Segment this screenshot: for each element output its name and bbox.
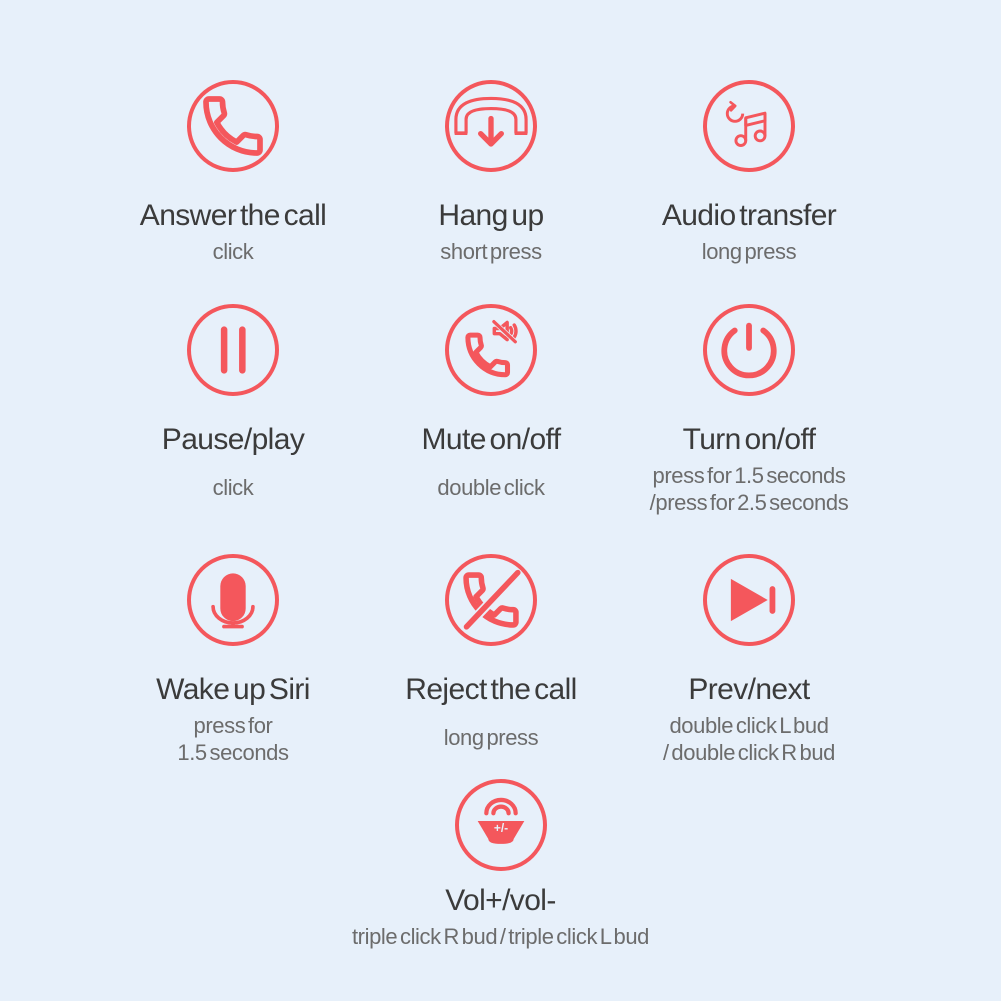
phone-mute-speaker-icon xyxy=(458,317,524,383)
skip-next-icon xyxy=(720,571,778,629)
cell-subtitle-line2: 1.5 seconds xyxy=(177,740,289,765)
cell-subtitle: triple click R bud / triple click L bud xyxy=(351,924,650,949)
cell-subtitle: double click L bud xyxy=(669,713,829,738)
volume-plus-minus-icon xyxy=(469,793,533,857)
volume-plus-minus-label: +/- xyxy=(493,820,508,835)
pause-play-circle xyxy=(187,304,279,396)
cell-title: Prev/next xyxy=(688,673,810,706)
cell-volume xyxy=(241,779,761,950)
cell-title: Pause/play xyxy=(161,423,305,456)
cell-pause-play xyxy=(104,304,362,516)
cell-subtitle: press for 1.5 seconds xyxy=(652,463,846,488)
row-1 xyxy=(104,80,878,265)
cell-subtitle: long press xyxy=(443,725,539,750)
cell-hang-up xyxy=(362,80,620,265)
cell-title: Mute on/off xyxy=(421,423,561,456)
phone-slash-icon xyxy=(456,565,526,635)
cell-title: Reject the call xyxy=(405,673,577,706)
cell-power xyxy=(620,304,878,516)
cell-title: Hang up xyxy=(438,199,544,232)
cell-subtitle: click xyxy=(212,475,254,500)
pause-bars-icon xyxy=(206,323,260,377)
row-3 xyxy=(104,554,878,766)
muted-speaker-glyph xyxy=(494,322,516,342)
mute-circle xyxy=(445,304,537,396)
cell-title: Turn on/off xyxy=(682,423,816,456)
row-4 xyxy=(0,779,1001,950)
cell-subtitle: click xyxy=(212,239,254,264)
cell-prev-next xyxy=(620,554,878,766)
cell-mute xyxy=(362,304,620,516)
wake-siri-circle xyxy=(187,554,279,646)
cell-wake-siri xyxy=(104,554,362,766)
audio-transfer-circle xyxy=(703,80,795,172)
power-symbol-icon xyxy=(720,321,778,379)
phone-handset-icon xyxy=(197,90,269,162)
volume-circle xyxy=(455,779,547,871)
cell-subtitle: long press xyxy=(701,239,797,264)
cell-subtitle: short press xyxy=(440,239,542,264)
answer-call-circle xyxy=(187,80,279,172)
cell-answer-call xyxy=(104,80,362,265)
cell-subtitle-line2: / double click R bud xyxy=(663,740,835,765)
hang-up-circle xyxy=(445,80,537,172)
cell-title: Audio transfer xyxy=(661,199,837,232)
cell-subtitle-line2: /press for 2.5 seconds xyxy=(649,490,849,515)
hangup-handset-arrow-icon xyxy=(451,86,531,166)
cell-title: Wake up Siri xyxy=(156,673,310,706)
prev-next-circle xyxy=(703,554,795,646)
cell-subtitle: press for xyxy=(193,713,273,738)
power-circle xyxy=(703,304,795,396)
row-2 xyxy=(104,304,878,516)
music-note-refresh-icon xyxy=(721,98,777,154)
cell-audio-transfer xyxy=(620,80,878,265)
cell-reject-call xyxy=(362,554,620,766)
microphone-icon xyxy=(204,571,262,629)
cell-title: Vol+/vol- xyxy=(445,884,556,917)
reject-call-circle xyxy=(445,554,537,646)
cell-title: Answer the call xyxy=(139,199,327,232)
cell-subtitle: double click xyxy=(437,475,545,500)
